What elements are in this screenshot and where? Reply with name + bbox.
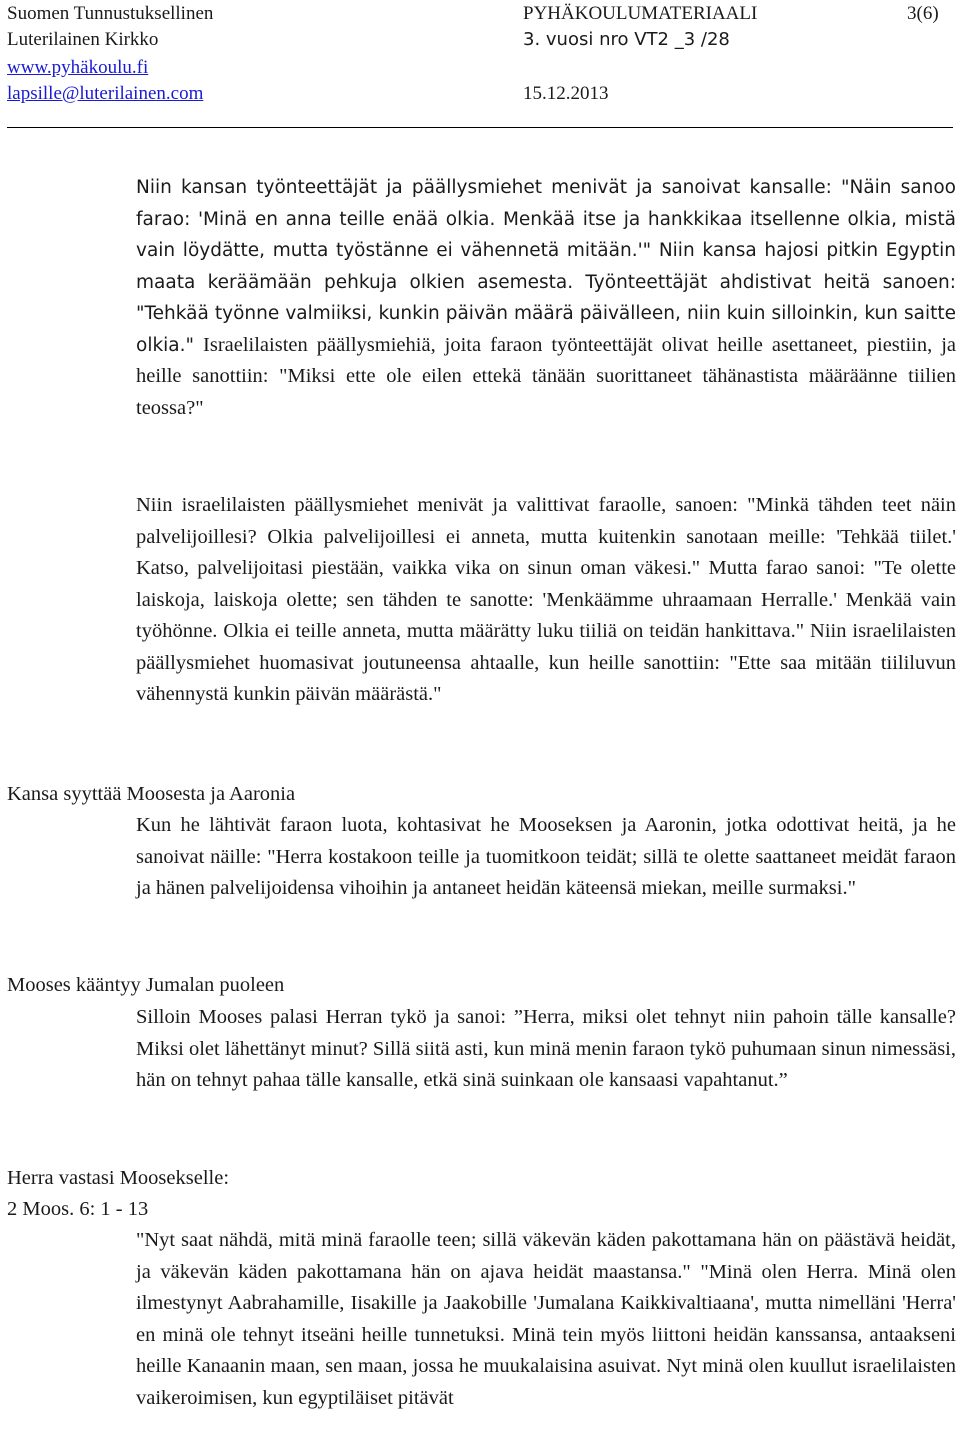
paragraph-1-sans-part: Niin kansan työnteettäjät ja päällysmiehet menivät ja sanoivat kansalle: "Näin sanoo farao: 'Minä en anna teille enää olkia. Menkää itse ja hankkikaa itsellenne olkia, mistä vain löydätte, mutta työstänne ei vähennetä mitään.'" Niin kansa hajosi pitkin Egyptin maata keräämään pehkuja olkien asemesta. Työnteettäjät ahdistivat heitä sanoen: "Tehkää työnne valmiiksi, kunkin päivän määrä päivälleen, niin kuin silloinkin, kun saitte olkia." — [136, 177, 956, 356]
email-link[interactable]: lapsille@luterilainen.com — [7, 83, 204, 104]
paragraph-1 — [136, 172, 956, 424]
section-heading-3: Herra vastasi Moosekselle: — [7, 1167, 230, 1189]
paragraph-2: Niin israelilaisten päällysmiehet menivät ja valittivat faraolle, sanoen: "Minkä tähden teet näin palvelijoillesi? Olkia palvelijoillesi ei anneta, mutta kuitenkin sanotaan meille: 'Tehkää tiilet.' Katso, palvelijoitasi piestään, vaikka vika on sinun oman väkesi." Mutta farao sanoi: "Te olette laiskoja, laiskoja olette; sen tähden te sanotte: 'Menkäämme uhraamaan Herralle.' Menkää vain työhönne. Olkia ei teille anneta, mutta määrätty luku tiiliä on teidän hankittava." Niin israelilaisten päällysmiehet huomasivat joutuneensa ahtaalle, kun heille sanottiin: "Ette saa mitään tiililuvun vähennystä kunkin päivän määrästä." — [136, 494, 956, 705]
paragraph-4: Silloin Mooses palasi Herran tykö ja sanoi: ”Herra, miksi olet tehnyt niin pahoin tälle kansalle? Miksi olet lähettänyt minut? Sillä siitä asti, kun minä menin faraon tykö puhumaan sinun nimessäsi, hän on tehnyt pahaa tälle kansalle, etkä sinä suinkaan ole kansaasi vapahtanut.” — [136, 1006, 956, 1091]
paragraph-3: Kun he lähtivät faraon luota, kohtasivat he Mooseksen ja Aaronin, jotka odottivat heitä, ja he sanoivat näille: "Herra kostakoon teille ja tuomitkoon teidät; sillä te olette saattaneet meidät faraon ja hänen palvelijoidensa vihoihin ja antaneet heidän käteensä miekan, meille surmaksi." — [136, 814, 956, 899]
section-heading-2: Mooses kääntyy Jumalan puoleen — [7, 974, 285, 996]
header-divider — [7, 127, 953, 128]
paragraph-5: "Nyt saat nähdä, mitä minä faraolle teen; sillä väkevän käden pakottamana hän on päästävä heidät, ja väkevän käden pakottamana hän on ajava heidät maastansa." "Minä olen Herra. Minä olen ilmestynyt Aabrahamille, Iisakille ja Jaakobille 'Jumalana Kaikkivaltiaana', mutta nimelläni 'Herra' en minä ole tehnyt itseäni heille tunnetuksi. Minä tein myös liittoni heidän kanssansa, antaakseni heille Kanaanin maan, sen maan, jossa he muukalaisina asuivat. Nyt minä olen kuullut israelilaisten vaikeroimisen, kun egyptiläiset pitävät — [136, 1229, 956, 1409]
material-title: PYHÄKOULUMATERIAALI — [523, 3, 758, 24]
section-heading-1: Kansa syyttää Moosesta ja Aaronia — [7, 783, 296, 805]
church-name-line1: Suomen Tunnustuksellinen — [7, 3, 214, 24]
website-link[interactable]: www.pyhäkoulu.fi — [7, 57, 149, 78]
bible-reference: 2 Moos. 6: 1 - 13 — [7, 1198, 149, 1220]
page-number: 3(6) — [907, 3, 939, 24]
issue-number: 3. vuosi nro VT2 _3 /28 — [523, 29, 730, 50]
paragraph-1-serif-part: Israelilaisten päällysmiehiä, joita faraon työnteettäjät olivat heille asettaneet, piestiin, ja heille sanottiin: "Miksi ette ole eilen ettekä tänään suorittaneet tähänastista määräänne tiilien teossa?" — [136, 333, 956, 419]
church-name-line2: Luterilainen Kirkko — [7, 29, 159, 50]
date: 15.12.2013 — [523, 83, 609, 104]
